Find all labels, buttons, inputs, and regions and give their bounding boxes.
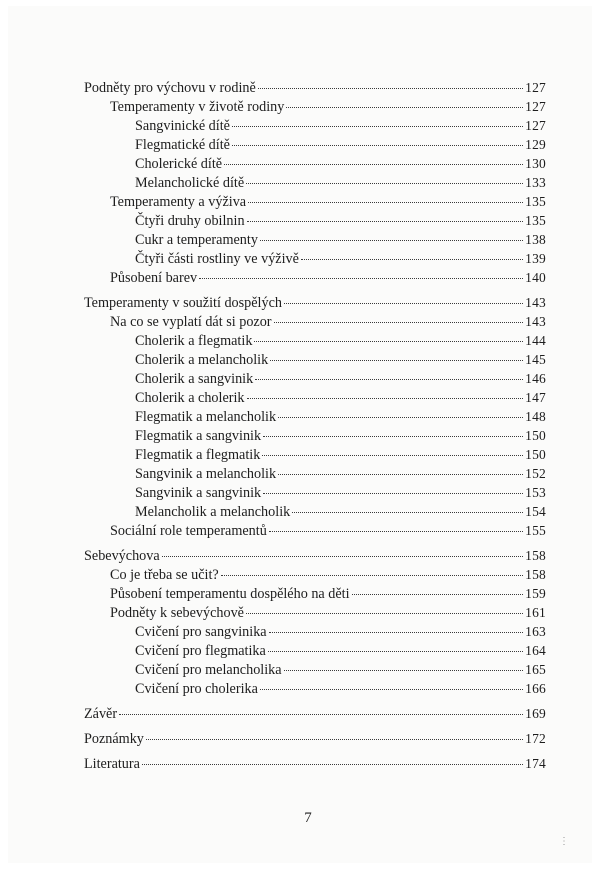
toc-entry-page: 129 (525, 137, 546, 152)
toc-entry-title: Čtyři druhy obilnin (135, 213, 245, 229)
toc-entry (84, 426, 546, 445)
page-number: 7 (304, 810, 312, 826)
dot-leader (221, 575, 523, 576)
dot-leader (248, 202, 523, 203)
toc-entry-title: Na co se vyplatí dát si pozor (110, 314, 272, 330)
toc-entry-page: 161 (525, 605, 546, 620)
dot-leader (146, 739, 523, 740)
toc-entry-page: 144 (525, 333, 546, 348)
toc-entry-page: 135 (525, 194, 546, 209)
toc-entry (84, 622, 546, 641)
toc-entry-page: 133 (525, 175, 546, 190)
dot-leader (162, 556, 523, 557)
dot-leader (352, 594, 524, 595)
toc-entry (84, 679, 546, 698)
toc-entry-page: 148 (525, 409, 546, 424)
toc-entry (84, 641, 546, 660)
toc-entry-title: Cukr a temperamenty (135, 232, 258, 248)
toc-entry-page: 172 (525, 731, 546, 746)
dot-leader (269, 531, 523, 532)
toc-entry-page: 158 (525, 548, 546, 563)
toc-entry-page: 127 (525, 118, 546, 133)
toc-entry-title: Cvičení pro cholerika (135, 681, 258, 697)
toc-entry-title: Cholerik a flegmatik (135, 333, 253, 349)
toc-entry (84, 464, 546, 483)
dot-leader (268, 651, 523, 652)
toc-entry (84, 211, 546, 230)
toc-entry-page: 139 (525, 251, 546, 266)
toc-entry-page: 135 (525, 213, 546, 228)
toc-entry-page: 145 (525, 352, 546, 367)
dot-leader (247, 398, 524, 399)
toc-entry-title: Melancholické dítě (135, 175, 245, 191)
toc-entry (84, 350, 546, 369)
toc-entry-page: 153 (525, 485, 546, 500)
toc-entry-title: Cvičení pro melancholika (135, 662, 282, 678)
toc-entry-page: 127 (525, 80, 546, 95)
toc-entry-page: 147 (525, 390, 546, 405)
toc-entry-title: Působení temperamentu dospělého na děti (110, 586, 350, 602)
dot-leader (254, 341, 523, 342)
dot-leader (278, 417, 523, 418)
toc-entry-page: 130 (525, 156, 546, 171)
toc-entry-page: 143 (525, 295, 546, 310)
toc-entry-title: Cholerické dítě (135, 156, 223, 172)
toc-entry (84, 369, 546, 388)
dot-leader (269, 632, 524, 633)
toc-entry (84, 729, 546, 748)
toc-entry-title: Sangvinik a melancholik (135, 466, 277, 482)
toc-entry-title: Flegmatik a sangvinik (135, 428, 262, 444)
dot-leader (232, 126, 523, 127)
toc-entry (84, 754, 546, 773)
toc-entry-title: Cholerik a cholerik (135, 390, 245, 406)
book-page (8, 6, 592, 863)
toc-entry-title: Závěr (84, 706, 118, 722)
toc-entry-title: Cvičení pro sangvinika (135, 624, 267, 640)
dot-leader (232, 145, 523, 146)
toc-entry-title: Flegmatik a melancholik (135, 409, 277, 425)
dot-leader (284, 670, 524, 671)
dot-leader (255, 379, 523, 380)
toc-entry-title: Cholerik a sangvinik (135, 371, 254, 387)
dot-leader (292, 512, 523, 513)
toc-entry-title: Sociální role temperamentů (110, 523, 267, 539)
toc-entry (84, 445, 546, 464)
toc-entry-title: Cvičení pro flegmatika (135, 643, 266, 659)
toc-entry (84, 249, 546, 268)
toc-entry-title: Temperamenty v soužití dospělých (84, 295, 282, 311)
toc-entry (84, 407, 546, 426)
dot-leader (246, 613, 523, 614)
toc-entry-title: Flegmatik a flegmatik (135, 447, 261, 463)
toc-entry-title: Literatura (84, 756, 140, 772)
toc-entry (84, 312, 546, 331)
toc-entry (84, 331, 546, 350)
toc-entry (84, 660, 546, 679)
toc-entry-title: Čtyři části rostliny ve výživě (135, 251, 299, 267)
toc-entry (84, 565, 546, 584)
toc-entry-page: 150 (525, 428, 546, 443)
toc-entry (84, 78, 546, 97)
dot-leader (258, 88, 523, 89)
toc-entry-page: 165 (525, 662, 546, 677)
dot-leader (278, 474, 523, 475)
toc-entry-page: 174 (525, 756, 546, 771)
table-of-contents (84, 78, 546, 773)
toc-entry (84, 173, 546, 192)
toc-entry (84, 388, 546, 407)
toc-entry (84, 603, 546, 622)
dot-leader (301, 259, 523, 260)
toc-entry-page: 158 (525, 567, 546, 582)
toc-entry-page: 138 (525, 232, 546, 247)
toc-entry (84, 483, 546, 502)
dot-leader (263, 493, 523, 494)
toc-entry (84, 546, 546, 565)
toc-entry-page: 143 (525, 314, 546, 329)
toc-entry-page: 164 (525, 643, 546, 658)
dot-leader (270, 360, 523, 361)
toc-entry (84, 704, 546, 723)
toc-entry-page: 159 (525, 586, 546, 601)
toc-entry (84, 584, 546, 603)
toc-entry (84, 230, 546, 249)
dot-leader (246, 183, 523, 184)
toc-entry-title: Sangvinik a sangvinik (135, 485, 262, 501)
toc-entry-title: Podněty pro výchovu v rodině (84, 80, 256, 96)
dot-leader (284, 303, 523, 304)
toc-entry-page: 150 (525, 447, 546, 462)
dot-leader (262, 455, 523, 456)
toc-entry-page: 166 (525, 681, 546, 696)
toc-entry (84, 293, 546, 312)
toc-entry (84, 502, 546, 521)
toc-entry-page: 152 (525, 466, 546, 481)
dot-leader (260, 689, 523, 690)
toc-entry-page: 163 (525, 624, 546, 639)
toc-entry (84, 192, 546, 211)
toc-entry-title: Sangvinické dítě (135, 118, 230, 134)
dot-leader (224, 164, 523, 165)
toc-entry-page: 127 (525, 99, 546, 114)
dot-leader (274, 322, 524, 323)
toc-entry-page: 154 (525, 504, 546, 519)
toc-entry-title: Temperamenty a výživa (110, 194, 247, 210)
dot-leader (247, 221, 524, 222)
toc-entry-title: Co je třeba se učit? (110, 567, 219, 583)
toc-entry-page: 155 (525, 523, 546, 538)
toc-entry (84, 154, 546, 173)
toc-entry-page: 146 (525, 371, 546, 386)
toc-entry-title: Melancholik a melancholik (135, 504, 291, 520)
dot-leader (199, 278, 523, 279)
dot-leader (119, 714, 523, 715)
dot-leader (286, 107, 523, 108)
dot-leader (142, 764, 523, 765)
toc-entry-title: Působení barev (110, 270, 198, 286)
toc-entry-title: Temperamenty v životě rodiny (110, 99, 285, 115)
toc-entry-title: Cholerik a melancholik (135, 352, 269, 368)
scan-specks: ⋮ (559, 836, 569, 847)
toc-entry-title: Poznámky (84, 731, 144, 747)
toc-entry-page: 169 (525, 706, 546, 721)
toc-entry (84, 135, 546, 154)
dot-leader (260, 240, 523, 241)
toc-entry-title: Flegmatické dítě (135, 137, 230, 153)
toc-entry (84, 268, 546, 287)
dot-leader (263, 436, 523, 437)
toc-entry (84, 521, 546, 540)
toc-entry-title: Sebevýchova (84, 548, 160, 564)
toc-entry-page: 140 (525, 270, 546, 285)
toc-entry (84, 97, 546, 116)
toc-entry (84, 116, 546, 135)
toc-entry-title: Podněty k sebevýchově (110, 605, 244, 621)
